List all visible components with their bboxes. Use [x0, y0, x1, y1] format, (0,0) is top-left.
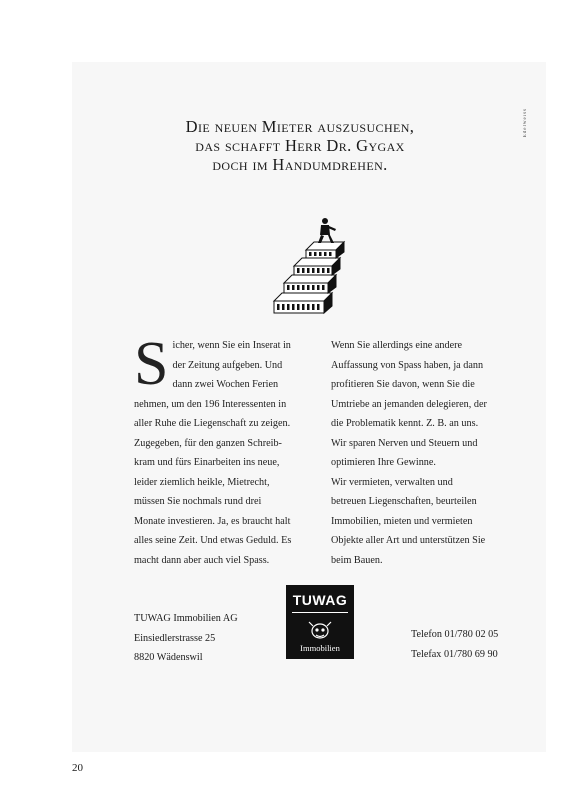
- drop-cap: S: [134, 330, 169, 398]
- text-line: profitieren Sie davon, wenn Sie die: [331, 379, 475, 390]
- stairs-illustration: [268, 213, 368, 333]
- text-line: macht dann aber auch viel Spass.: [134, 554, 270, 566]
- headline-line-2: das schafft Herr Dr. Gygax: [195, 136, 405, 155]
- text-line: nehmen, um den 196 Interessenten in: [134, 398, 287, 410]
- logo-wordmark: TUWAG: [292, 592, 348, 608]
- logo-subtitle: Immobilien: [300, 643, 340, 653]
- text-line: icher, wenn Sie ein Inserat in: [172, 340, 291, 351]
- text-line: optimieren Ihre Gewinne.: [331, 457, 436, 468]
- text-line: Wir sparen Nerven und Steuern und: [331, 437, 478, 449]
- page-number: 20: [72, 762, 83, 774]
- text-line: müssen Sie nochmals rund drei: [134, 496, 262, 507]
- company-name: TUWAG Immobilien AG: [134, 613, 238, 624]
- text-line: leider ziemlich heikle, Mietrecht,: [134, 476, 270, 488]
- text-line: Zugegeben, für den ganzen Schreib-: [134, 437, 282, 449]
- tuwag-logo: [286, 585, 354, 659]
- fax-number: Telefax 01/780 69 90: [411, 648, 498, 660]
- text-line: aller Ruhe die Liegenschaft zu zeigen.: [134, 418, 291, 429]
- text-line: der Zeitung aufgeben. Und: [172, 359, 283, 371]
- phone-number: Telefon 01/780 02 05: [411, 629, 499, 640]
- logo-divider: [292, 612, 348, 613]
- street: Einsiedlerstrasse 25: [134, 632, 216, 644]
- contact-info: [411, 625, 498, 664]
- headline: [150, 117, 450, 174]
- headline-line-1: Die neuen Mieter auszusuchen,: [185, 117, 415, 136]
- side-label: Edelweiss: [523, 108, 528, 138]
- headline-line-3: doch im Handumdrehen.: [212, 155, 388, 174]
- text-line: Umtriebe an jemanden delegieren, der: [331, 398, 487, 410]
- body-column-left: [134, 330, 312, 570]
- company-address: [134, 609, 238, 668]
- text-line: Wir vermieten, verwalten und: [331, 476, 453, 488]
- text-line: beim Bauen.: [331, 554, 383, 566]
- text-line: Monate investieren. Ja, es braucht halt: [134, 515, 291, 527]
- city: 8820 Wädenswil: [134, 652, 203, 663]
- text-line: die Problematik kennt. Z. B. an uns.: [331, 418, 479, 429]
- text-line: Objekte aller Art und unterstützen Sie: [331, 535, 486, 546]
- text-line: kram und fürs Einarbeiten ins neue,: [134, 457, 280, 468]
- text-line: dann zwei Wochen Ferien: [172, 379, 279, 390]
- text-line: Immobilien, mieten und vermieten: [331, 515, 473, 527]
- body-column-right: [331, 336, 511, 570]
- text-line: Auffassung von Spass haben, ja dann: [331, 359, 484, 371]
- text-line: Wenn Sie allerdings eine andere: [331, 340, 462, 351]
- text-line: alles seine Zeit. Und etwas Geduld. Es: [134, 535, 292, 546]
- text-line: betreuen Liegenschaften, beurteilen: [331, 496, 477, 507]
- man-figure: [318, 218, 336, 243]
- cow-icon: [306, 616, 334, 644]
